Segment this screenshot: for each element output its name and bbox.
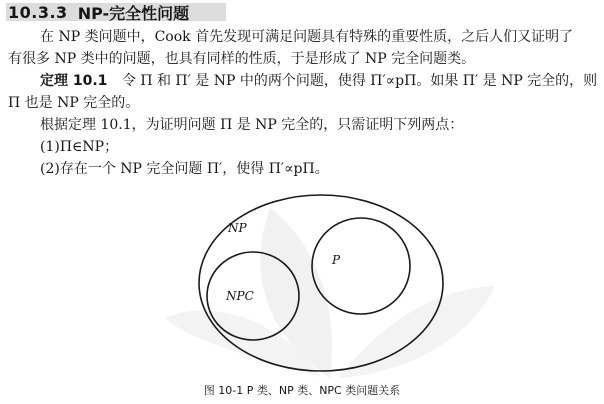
section-number: 10.3.3	[8, 2, 68, 22]
theorem-statement: 令 Π 和 Π′ 是 NP 中的两个问题，使得 Π′∝pΠ。如果 Π′ 是 NP 完全的，则	[121, 73, 598, 89]
theorem-line-2: Π 也是 NP 完全的。	[8, 95, 140, 111]
paragraph-1-line-1: 在 NP 类问题中，Cook 首先发现可满足问题具有特殊的重要性质，之后人们又证明了	[40, 29, 574, 45]
npc-label: NPC	[226, 289, 254, 303]
complexity-venn-diagram	[196, 192, 446, 374]
figure-caption: 图 10-1 P 类、NP 类、NPC 类问题关系	[203, 384, 401, 397]
theorem-label: 定理 10.1	[40, 73, 108, 89]
condition-item-2: (2)存在一个 NP 完全问题 Π′，使得 Π′∝pΠ。	[40, 161, 329, 177]
theorem-line-1	[40, 72, 600, 91]
paragraph-1-line-2: 有很多 NP 类中的问题，也具有同样的性质，于是形成了 NP 完全问题类。	[8, 51, 476, 67]
p-ellipse	[312, 218, 410, 314]
condition-item-1: (1)Π∈NP；	[40, 139, 119, 155]
p-label: P	[332, 253, 341, 267]
paragraph-2: 根据定理 10.1，为证明问题 Π 是 NP 完全的，只需证明下列两点：	[40, 117, 464, 133]
np-label: NP	[228, 221, 247, 235]
section-heading	[8, 2, 189, 22]
section-title: NP-完全性问题	[77, 3, 190, 23]
